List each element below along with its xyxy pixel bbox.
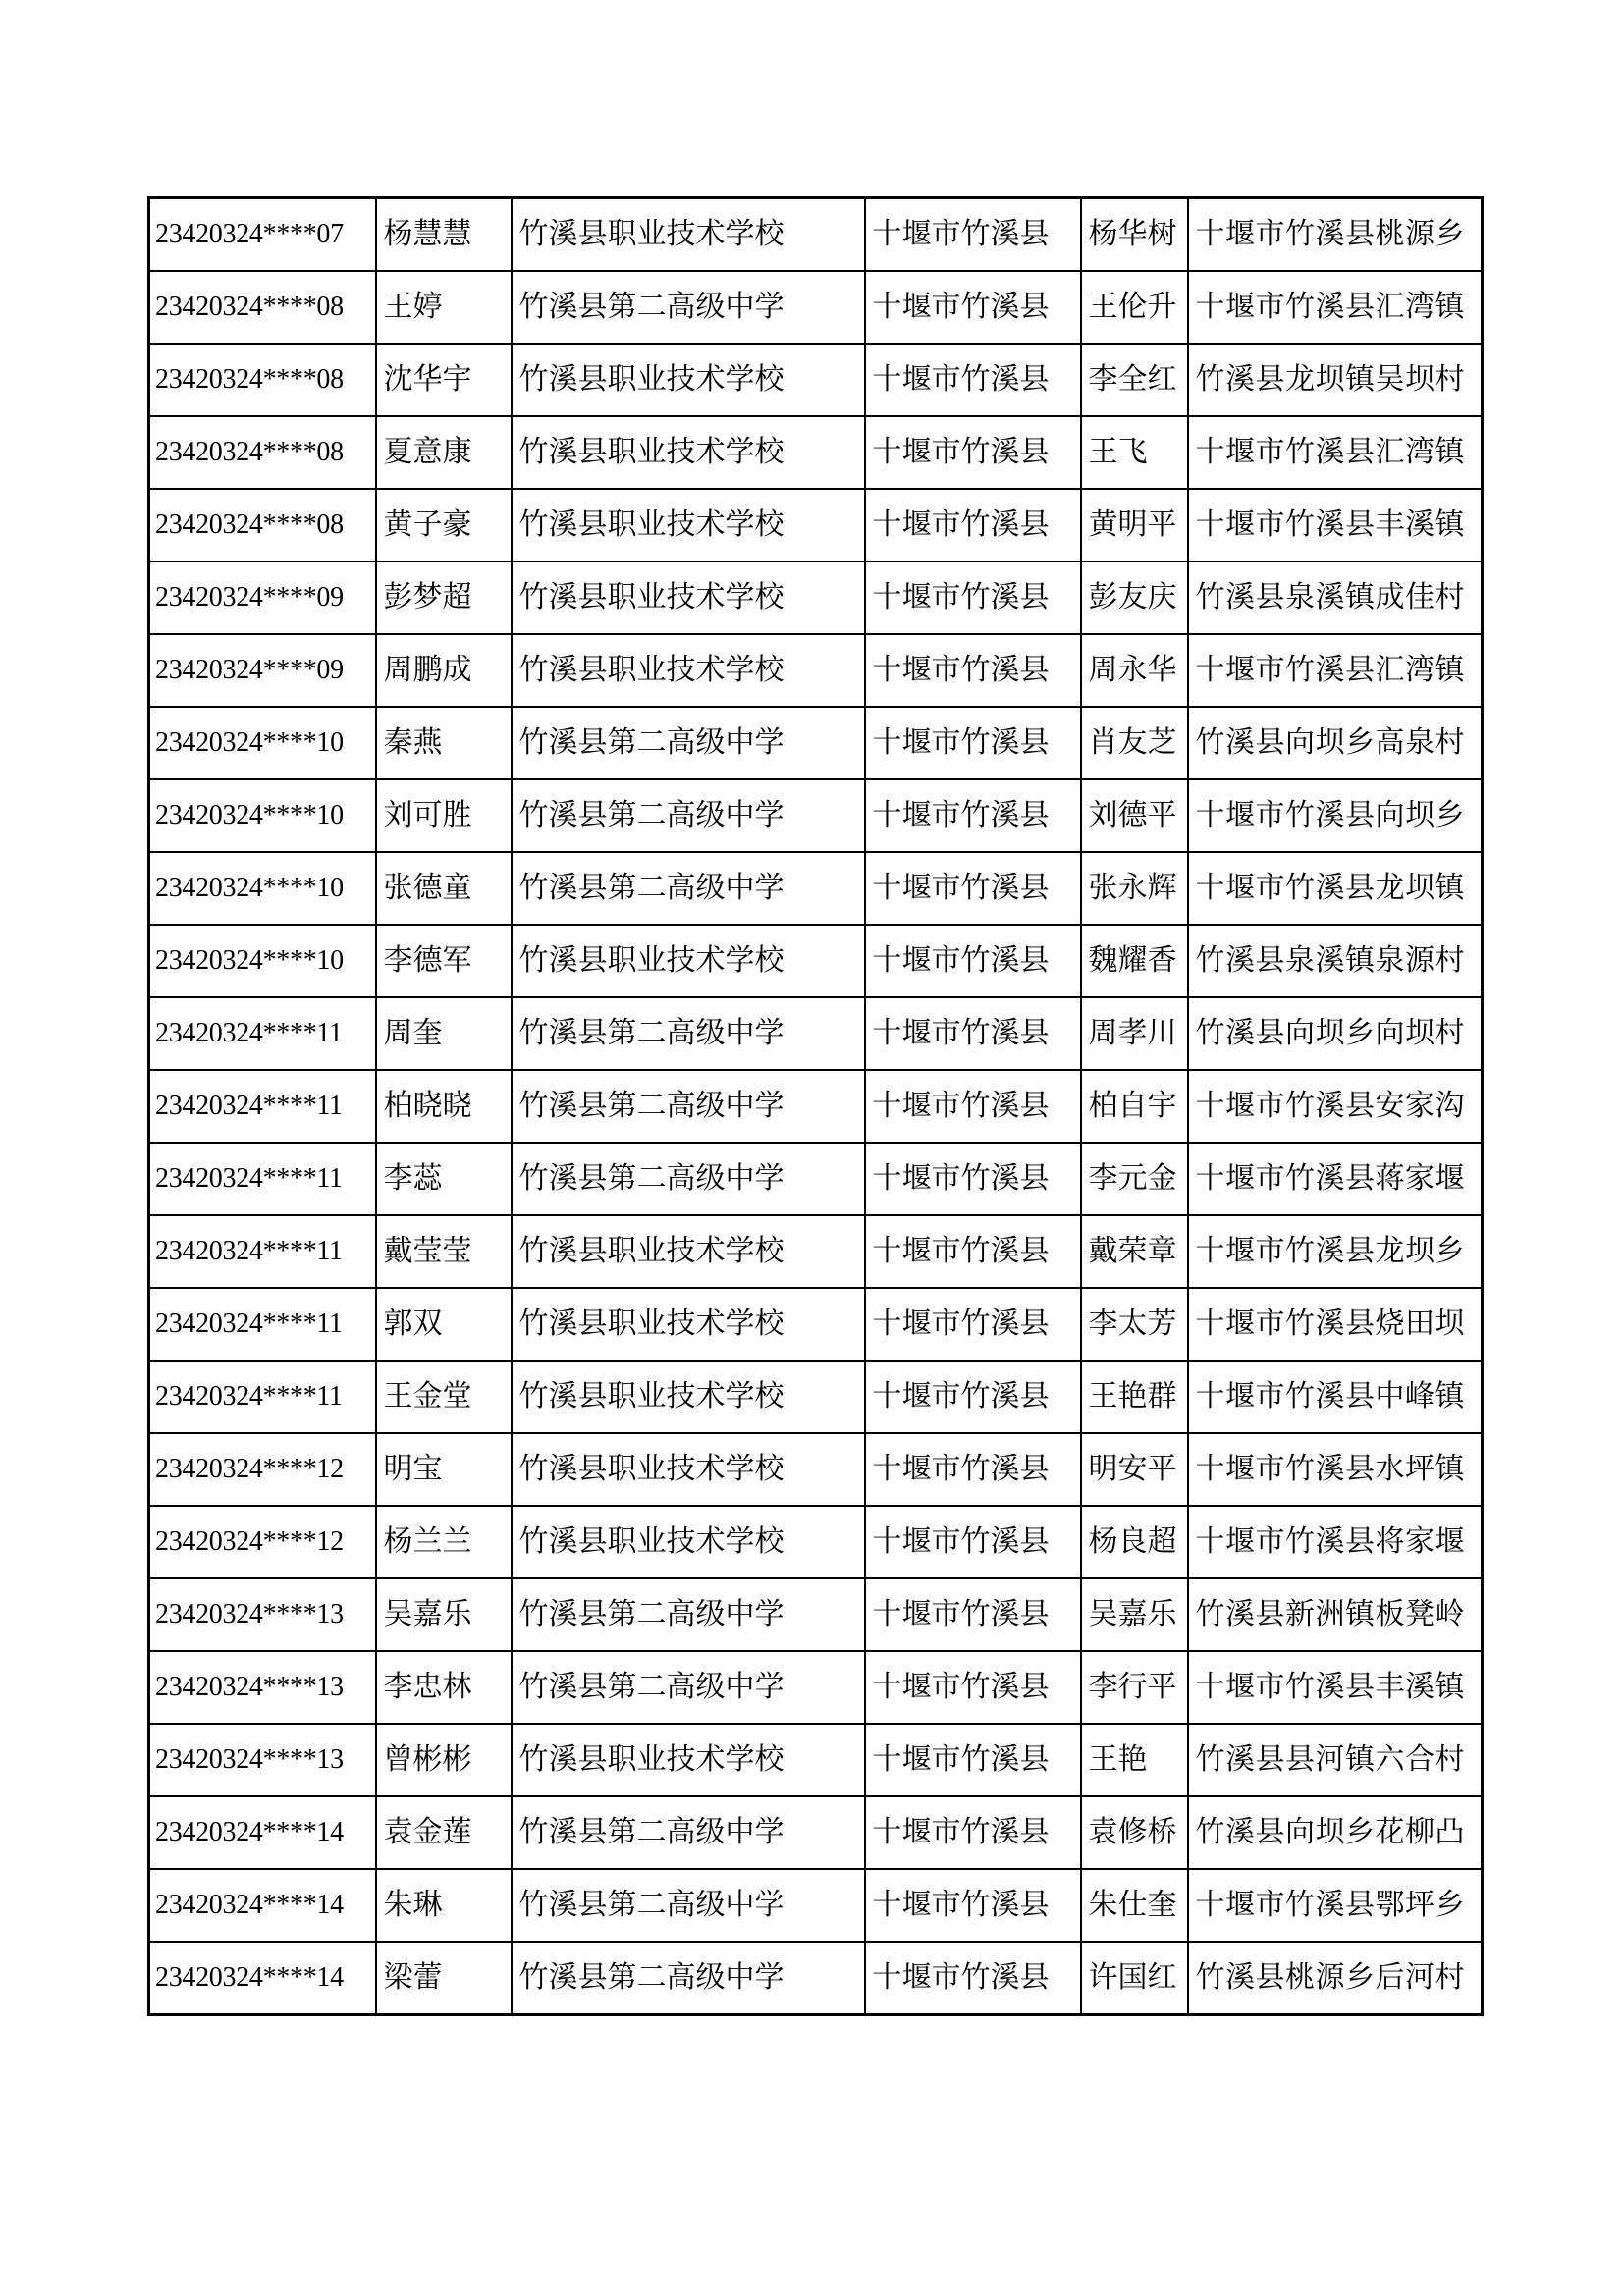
cell-guardian-name: 张永辉	[1081, 852, 1188, 925]
cell-address: 十堰市竹溪县向坝乡	[1188, 779, 1483, 852]
cell-student-name: 刘可胜	[376, 779, 512, 852]
cell-student-name: 郭双	[376, 1288, 512, 1361]
cell-address: 十堰市竹溪县中峰镇	[1188, 1361, 1483, 1433]
table-row	[149, 1942, 1483, 2015]
cell-school: 竹溪县第二高级中学	[512, 707, 865, 779]
cell-address: 竹溪县泉溪镇成佳村	[1188, 561, 1483, 634]
cell-county: 十堰市竹溪县	[865, 1724, 1081, 1796]
cell-county: 十堰市竹溪县	[865, 1796, 1081, 1869]
cell-address: 十堰市竹溪县汇湾镇	[1188, 271, 1483, 344]
cell-student-id: 23420324****13	[149, 1578, 376, 1651]
cell-guardian-name: 魏耀香	[1081, 925, 1188, 997]
cell-student-id: 23420324****08	[149, 271, 376, 344]
cell-student-id: 23420324****10	[149, 707, 376, 779]
cell-guardian-name: 袁修桥	[1081, 1796, 1188, 1869]
cell-student-name: 袁金莲	[376, 1796, 512, 1869]
cell-address: 竹溪县向坝乡花柳凸	[1188, 1796, 1483, 1869]
cell-school: 竹溪县第二高级中学	[512, 1796, 865, 1869]
cell-student-name: 戴莹莹	[376, 1215, 512, 1288]
table-row	[149, 416, 1483, 489]
cell-guardian-name: 王伦升	[1081, 271, 1188, 344]
cell-student-id: 23420324****11	[149, 997, 376, 1070]
cell-county: 十堰市竹溪县	[865, 1651, 1081, 1724]
cell-student-id: 23420324****14	[149, 1796, 376, 1869]
table-row	[149, 1215, 1483, 1288]
table-body	[149, 198, 1483, 2015]
cell-school: 竹溪县第二高级中学	[512, 1578, 865, 1651]
cell-county: 十堰市竹溪县	[865, 416, 1081, 489]
table-row	[149, 852, 1483, 925]
table-row	[149, 1506, 1483, 1578]
cell-address: 十堰市竹溪县丰溪镇	[1188, 489, 1483, 561]
cell-student-id: 23420324****10	[149, 925, 376, 997]
cell-address: 十堰市竹溪县桃源乡	[1188, 198, 1483, 272]
cell-guardian-name: 周孝川	[1081, 997, 1188, 1070]
cell-county: 十堰市竹溪县	[865, 1869, 1081, 1942]
cell-address: 十堰市竹溪县蒋家堰	[1188, 1143, 1483, 1215]
cell-student-name: 曾彬彬	[376, 1724, 512, 1796]
cell-student-id: 23420324****11	[149, 1070, 376, 1143]
cell-student-name: 周奎	[376, 997, 512, 1070]
table-row	[149, 779, 1483, 852]
cell-county: 十堰市竹溪县	[865, 779, 1081, 852]
cell-student-name: 杨慧慧	[376, 198, 512, 272]
cell-address: 竹溪县桃源乡后河村	[1188, 1942, 1483, 2015]
cell-county: 十堰市竹溪县	[865, 1433, 1081, 1506]
cell-guardian-name: 李行平	[1081, 1651, 1188, 1724]
cell-guardian-name: 戴荣章	[1081, 1215, 1188, 1288]
table-row	[149, 1070, 1483, 1143]
cell-school: 竹溪县职业技术学校	[512, 925, 865, 997]
cell-county: 十堰市竹溪县	[865, 852, 1081, 925]
cell-school: 竹溪县职业技术学校	[512, 1361, 865, 1433]
table-row	[149, 997, 1483, 1070]
cell-county: 十堰市竹溪县	[865, 561, 1081, 634]
cell-student-id: 23420324****11	[149, 1288, 376, 1361]
cell-student-name: 李蕊	[376, 1143, 512, 1215]
cell-student-name: 朱琳	[376, 1869, 512, 1942]
cell-school: 竹溪县职业技术学校	[512, 198, 865, 272]
cell-student-id: 23420324****08	[149, 489, 376, 561]
cell-county: 十堰市竹溪县	[865, 634, 1081, 707]
cell-student-name: 彭梦超	[376, 561, 512, 634]
cell-student-name: 夏意康	[376, 416, 512, 489]
table-row	[149, 1143, 1483, 1215]
cell-guardian-name: 吴嘉乐	[1081, 1578, 1188, 1651]
cell-guardian-name: 王艳	[1081, 1724, 1188, 1796]
cell-student-id: 23420324****11	[149, 1361, 376, 1433]
table-row	[149, 1578, 1483, 1651]
cell-student-name: 沈华宇	[376, 344, 512, 416]
cell-school: 竹溪县第二高级中学	[512, 1942, 865, 2015]
cell-school: 竹溪县职业技术学校	[512, 561, 865, 634]
cell-address: 十堰市竹溪县龙坝镇	[1188, 852, 1483, 925]
cell-address: 十堰市竹溪县鄂坪乡	[1188, 1869, 1483, 1942]
table-row	[149, 344, 1483, 416]
cell-student-name: 吴嘉乐	[376, 1578, 512, 1651]
cell-school: 竹溪县第二高级中学	[512, 1070, 865, 1143]
cell-county: 十堰市竹溪县	[865, 1070, 1081, 1143]
cell-guardian-name: 彭友庆	[1081, 561, 1188, 634]
cell-address: 竹溪县向坝乡高泉村	[1188, 707, 1483, 779]
cell-address: 十堰市竹溪县丰溪镇	[1188, 1651, 1483, 1724]
cell-county: 十堰市竹溪县	[865, 925, 1081, 997]
cell-county: 十堰市竹溪县	[865, 1288, 1081, 1361]
cell-student-id: 23420324****08	[149, 416, 376, 489]
table-row	[149, 1869, 1483, 1942]
cell-student-id: 23420324****10	[149, 852, 376, 925]
cell-guardian-name: 李元金	[1081, 1143, 1188, 1215]
cell-address: 竹溪县泉溪镇泉源村	[1188, 925, 1483, 997]
table-row	[149, 271, 1483, 344]
table-row	[149, 1651, 1483, 1724]
cell-student-name: 王金堂	[376, 1361, 512, 1433]
cell-student-id: 23420324****09	[149, 561, 376, 634]
table-row	[149, 1288, 1483, 1361]
cell-school: 竹溪县职业技术学校	[512, 1215, 865, 1288]
cell-school: 竹溪县职业技术学校	[512, 634, 865, 707]
cell-county: 十堰市竹溪县	[865, 198, 1081, 272]
cell-county: 十堰市竹溪县	[865, 707, 1081, 779]
cell-county: 十堰市竹溪县	[865, 1942, 1081, 2015]
cell-student-id: 23420324****13	[149, 1651, 376, 1724]
cell-guardian-name: 肖友芝	[1081, 707, 1188, 779]
cell-student-name: 黄子豪	[376, 489, 512, 561]
cell-address: 竹溪县向坝乡向坝村	[1188, 997, 1483, 1070]
cell-student-name: 李忠林	[376, 1651, 512, 1724]
cell-school: 竹溪县第二高级中学	[512, 997, 865, 1070]
cell-address: 十堰市竹溪县安家沟	[1188, 1070, 1483, 1143]
cell-county: 十堰市竹溪县	[865, 1215, 1081, 1288]
table-row	[149, 1433, 1483, 1506]
student-roster-table	[147, 196, 1484, 2016]
cell-school: 竹溪县职业技术学校	[512, 1433, 865, 1506]
cell-guardian-name: 周永华	[1081, 634, 1188, 707]
cell-county: 十堰市竹溪县	[865, 489, 1081, 561]
cell-student-id: 23420324****10	[149, 779, 376, 852]
cell-guardian-name: 杨华树	[1081, 198, 1188, 272]
cell-student-name: 张德童	[376, 852, 512, 925]
cell-student-id: 23420324****12	[149, 1506, 376, 1578]
table-row	[149, 198, 1483, 272]
table-row	[149, 489, 1483, 561]
cell-student-name: 周鹏成	[376, 634, 512, 707]
cell-school: 竹溪县第二高级中学	[512, 1869, 865, 1942]
table-row	[149, 1724, 1483, 1796]
cell-student-id: 23420324****12	[149, 1433, 376, 1506]
cell-school: 竹溪县第二高级中学	[512, 779, 865, 852]
cell-county: 十堰市竹溪县	[865, 997, 1081, 1070]
cell-address: 十堰市竹溪县汇湾镇	[1188, 634, 1483, 707]
cell-county: 十堰市竹溪县	[865, 271, 1081, 344]
cell-address: 竹溪县县河镇六合村	[1188, 1724, 1483, 1796]
table-row	[149, 1796, 1483, 1869]
cell-address: 十堰市竹溪县烧田坝	[1188, 1288, 1483, 1361]
cell-student-id: 23420324****09	[149, 634, 376, 707]
cell-student-name: 杨兰兰	[376, 1506, 512, 1578]
cell-school: 竹溪县第二高级中学	[512, 1651, 865, 1724]
cell-student-name: 李德军	[376, 925, 512, 997]
cell-student-name: 柏晓晓	[376, 1070, 512, 1143]
cell-address: 竹溪县龙坝镇吴坝村	[1188, 344, 1483, 416]
cell-student-id: 23420324****11	[149, 1215, 376, 1288]
cell-county: 十堰市竹溪县	[865, 344, 1081, 416]
cell-guardian-name: 王飞	[1081, 416, 1188, 489]
cell-county: 十堰市竹溪县	[865, 1578, 1081, 1651]
table-row	[149, 925, 1483, 997]
cell-guardian-name: 杨良超	[1081, 1506, 1188, 1578]
cell-school: 竹溪县职业技术学校	[512, 344, 865, 416]
cell-school: 竹溪县第二高级中学	[512, 852, 865, 925]
cell-address: 竹溪县新洲镇板凳岭	[1188, 1578, 1483, 1651]
cell-guardian-name: 明安平	[1081, 1433, 1188, 1506]
cell-guardian-name: 刘德平	[1081, 779, 1188, 852]
cell-guardian-name: 王艳群	[1081, 1361, 1188, 1433]
cell-school: 竹溪县职业技术学校	[512, 416, 865, 489]
cell-school: 竹溪县第二高级中学	[512, 271, 865, 344]
cell-school: 竹溪县职业技术学校	[512, 1506, 865, 1578]
document-table-container	[147, 196, 1481, 2016]
cell-student-name: 梁蕾	[376, 1942, 512, 2015]
cell-county: 十堰市竹溪县	[865, 1143, 1081, 1215]
cell-address: 十堰市竹溪县汇湾镇	[1188, 416, 1483, 489]
cell-student-name: 明宝	[376, 1433, 512, 1506]
cell-guardian-name: 许国红	[1081, 1942, 1188, 2015]
cell-county: 十堰市竹溪县	[865, 1361, 1081, 1433]
cell-school: 竹溪县职业技术学校	[512, 1724, 865, 1796]
table-row	[149, 634, 1483, 707]
cell-student-id: 23420324****08	[149, 344, 376, 416]
cell-school: 竹溪县第二高级中学	[512, 1143, 865, 1215]
cell-county: 十堰市竹溪县	[865, 1506, 1081, 1578]
cell-student-id: 23420324****14	[149, 1869, 376, 1942]
table-row	[149, 561, 1483, 634]
table-row	[149, 707, 1483, 779]
cell-guardian-name: 黄明平	[1081, 489, 1188, 561]
cell-guardian-name: 李全红	[1081, 344, 1188, 416]
cell-school: 竹溪县职业技术学校	[512, 489, 865, 561]
cell-student-id: 23420324****13	[149, 1724, 376, 1796]
cell-address: 十堰市竹溪县龙坝乡	[1188, 1215, 1483, 1288]
table-row	[149, 1361, 1483, 1433]
cell-address: 十堰市竹溪县水坪镇	[1188, 1433, 1483, 1506]
cell-school: 竹溪县职业技术学校	[512, 1288, 865, 1361]
cell-guardian-name: 柏自宇	[1081, 1070, 1188, 1143]
cell-student-id: 23420324****07	[149, 198, 376, 272]
cell-student-name: 王婷	[376, 271, 512, 344]
cell-guardian-name: 李太芳	[1081, 1288, 1188, 1361]
cell-guardian-name: 朱仕奎	[1081, 1869, 1188, 1942]
cell-student-id: 23420324****11	[149, 1143, 376, 1215]
cell-student-name: 秦燕	[376, 707, 512, 779]
cell-address: 十堰市竹溪县将家堰	[1188, 1506, 1483, 1578]
cell-student-id: 23420324****14	[149, 1942, 376, 2015]
